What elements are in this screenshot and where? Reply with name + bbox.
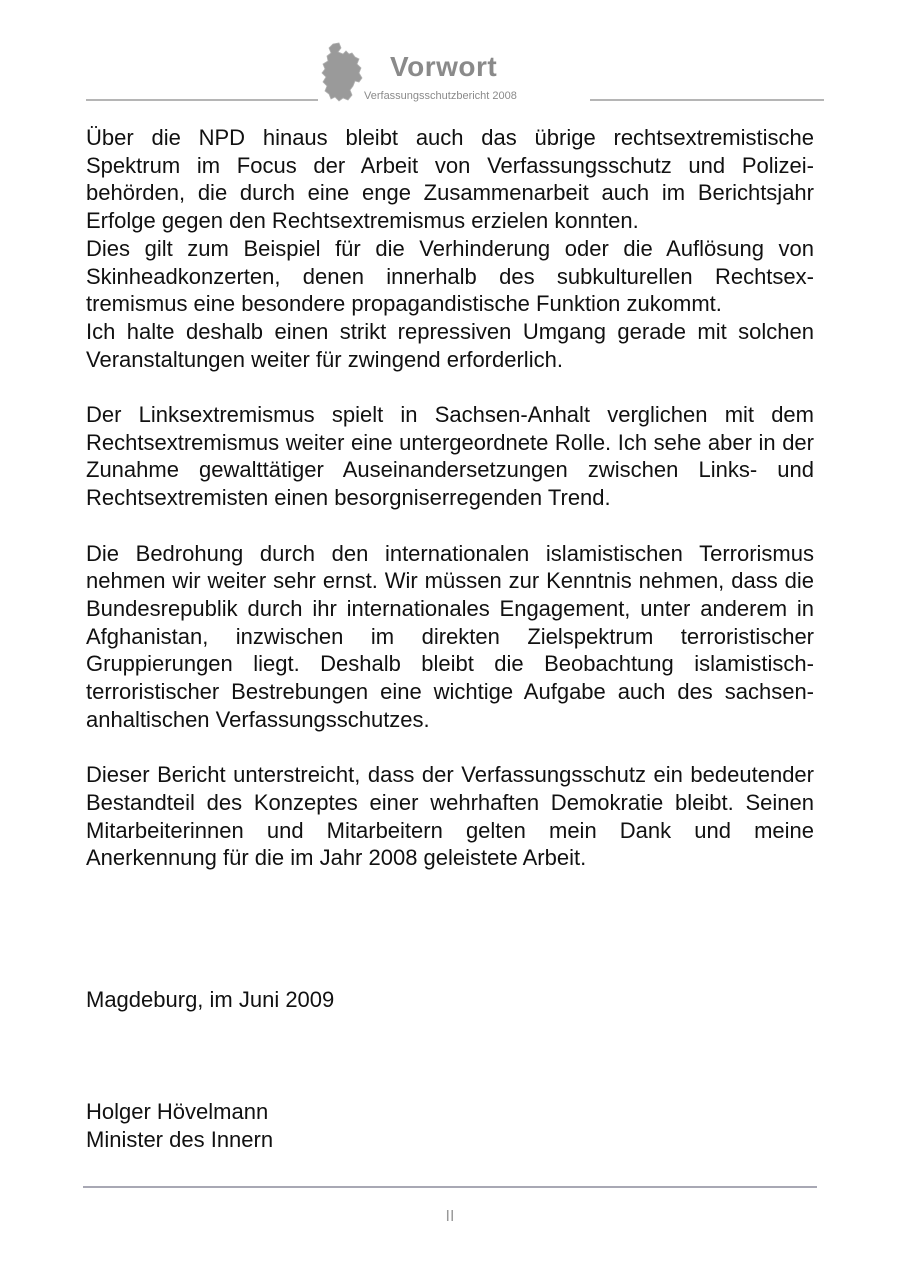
header-rule-right [590,99,824,101]
paragraph-npd-spectrum: Über die NPD hinaus bleibt auch das übrige rechtsextremistische Spektrum im Focus der Arbeit von Verfassungsschutz und Polizeibehörden, die durch eine enge Zusammenarbeit auch im Berichtsjahr Erfolge gegen den Rechtsextremismus erzielen konnten. [86,125,814,234]
sachsen-anhalt-map-icon [319,42,363,102]
header-subtitle: Verfassungsschutzbericht 2008 [364,90,517,102]
place-and-date: Magdeburg, im Juni 2009 [86,987,335,1012]
paragraph-repressive-handling: Ich halte deshalb einen strikt repressiven Umgang gerade mit solchen Veranstaltungen weiter für zwingend erforderlich. [86,318,814,372]
page-number: II [445,1208,455,1225]
paragraph-report-summary: Dieser Bericht unterstreicht, dass der Verfassungsschutz ein bedeutender Bestandteil des Konzeptes einer wehrhaften Demokratie bleibt. Seinen Mitarbeiterinnen und Mitarbeitern gelten mein Dank und meine Anerkennung für die im Jahr 2008 geleistete Arbeit. [86,762,814,871]
paragraph-islamist-terrorism: Die Bedrohung durch den internationalen islamistischen Terrorismus nehmen wir weiter sehr ernst. Wir müssen zur Kenntnis nehmen, dass die Bundesrepublik durch ihr internationales Engagement, unter anderem in Afghanistan, inzwischen im direkten Zielspektrum terroristischer Gruppierungen liegt. Deshalb bleibt die Beobachtung islamistisch-terroristischer Bestrebungen eine wichtige Aufgabe auch des sachsen-anhaltischen Verfassungsschutzes. [86,540,814,732]
paragraph-skinhead-concerts: Dies gilt zum Beispiel für die Verhinderung oder die Auflösung von Skinheadkonzerten, denen innerhalb des subkulturellen Rechtsextremismus eine besondere propagandistische Funktion zukommt. [86,235,814,317]
footer-rule [83,1186,817,1188]
header-title: Vorwort [390,51,498,82]
paragraph-left-extremism: Der Linksextremismus spielt in Sachsen-Anhalt verglichen mit dem Rechtsextremismus weiter eine untergeordnete Rolle. Ich sehe aber in der Zunahme gewalttätiger Auseinandersetzungen zwischen Links- und Rechtsextremisten einen besorgniserregenden Trend. [86,402,814,511]
document-body [86,124,814,872]
signature-name: Holger Hövelmann [86,1099,269,1124]
signature-title: Minister des Innern [86,1127,274,1152]
header-rule-left [86,99,318,101]
page-header [86,38,824,108]
